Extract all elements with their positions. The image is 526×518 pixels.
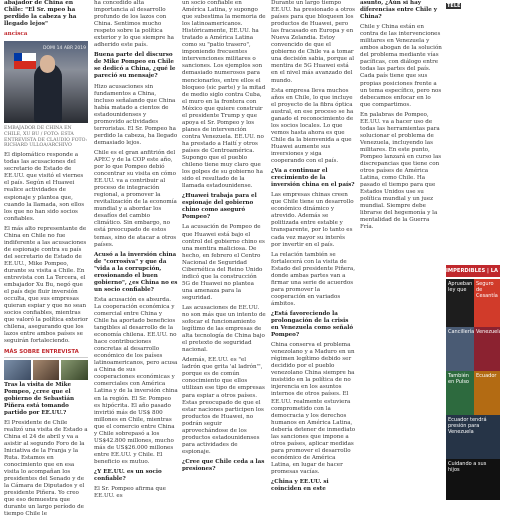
article-title: abajador de China en Chile: "El Sr. mpeo ha perdido la cabeza y ha llegado lejos" [4, 0, 77, 27]
interview-question: ¿Y EE.UU. es un socio confiable? [94, 469, 162, 483]
lead-paragraph: El diplomático responde a todas las acusaciones del secretario de Estado de EE.UU. que visitó el viernes el país. Según el Huawei realice actividades de espionaje y plantea que, cuando la llamada, son ellos los que no han sido socios confiables. [4, 152, 85, 222]
body-paragraph: Chile y China están en contra de las intervenciones militares en Venezuela y ambos abogan de la solución del problema mediante vías pacíficas, con diálogo entre todas las partes del país. Cada país tiene que sus propias posiciones frente a un tema específico, pero nos debecamos enfocar en lo que compartimos. [360, 24, 442, 108]
promo-tile[interactable]: Seguro de Cesantía [474, 279, 500, 327]
body-paragraph: La relación también se fortalecerá con la visita de Estado del presidente Piñera, donde ambas partes van a firmar una serie de acuerdos para promover la cooperación en variados ámbitos. [271, 251, 356, 307]
related-topic[interactable]: ENTREVISTA [41, 348, 79, 355]
interview-question: Tras la visita de Mike Pompeo, ¿cree que el gobierno de Sebastián Piñera está tomando partido por EE.UU.? [4, 381, 75, 416]
interview-question: Acusó a la inversión china de "corrosiva" y que da "vida a la corrupción, erosionando el buen gobierno", ¿es China no es un socio confiable? [94, 251, 178, 293]
article-column-4 [271, 0, 356, 500]
promo-tile[interactable]: Ecuador [474, 371, 500, 415]
related-thumb[interactable] [33, 360, 60, 380]
promo-tile[interactable]: Cancillería [446, 327, 474, 371]
body-paragraph: Durante un largo tiempo EE.UU. ha presionado a otros países para que bloqueen los productos de Huawei, pero las fracasado en Europa y en Nueva Zelandia. Estoy convencido de que el gobierno de Chile va a tomar una decisión sabia, porque al mentira de 5G Huawei está en el nivel más avanzado del mundo. [271, 0, 356, 84]
promo-grid [446, 279, 500, 500]
tele-label[interactable]: TELE [447, 3, 461, 9]
body-paragraph: Además, EE.UU. es "el ladrón que grita 'al ladrón'", porque es de común conocimiento que ellos utilizan ese tipo de empresas para espiar a otros países. Estas preocupado de que el estar naciones participen los productos de Huawei, no podrán seguir aprovechándose de los productos estadounidenses para actividades de espionaje. [182, 357, 265, 455]
body-paragraph: El más alto representante de China en Chile no fue indiferente a las acusaciones de espionaje contra su país del secretario de Estado de EE.UU., Mike Pompeo, durante su visita a Chile. En entrevista con La Tercera, el embajador Xu Bu, negó que el país deje fluir inversión occulta, que sus empresas quieran espiar y que no sean socios confiables, mientras que valoró la política exterior chilena, asegurando que los lazos entre ambos países se seguirán fortaleciendo. [4, 225, 88, 345]
related-label: MÁS SOBRE [4, 348, 40, 355]
body-paragraph: China conserva el problema venezolano y a Maduro en un régimen legítimo debido ser decidido por el pueblo venezolano China siempre ha insistido en la política de no injerencia en los asuntos internos de otros países. El EE.UU. realmente estuviera comprometido con la democracia y los derechos humanos en América Latina, debería detener de inmediato las sanciones que impone a otros países, aplicar medidas para promover el desarrollo económico de América Latina, en lugar de hacer promesas vacías. [271, 342, 356, 475]
interview-question: ¿China y EE.UU. si coinciden en este [271, 479, 329, 493]
related-thumb[interactable] [4, 360, 31, 380]
body-paragraph: un socio confiable en América Latina, y supongo que subestima la memoria de los latinoamericanos. Históricamente, EE.UU. ha tratado a América Latina como su "patio trasero", imponiendo frecuentes intervenciones militares o sanciones. Los ejemplos son demasiado numerosos para mencionarlos, entre ellos el bloqueo (sic parte) y la mitad de medio siglo contra Cuba, el muro en la frontera con México que quiere construir el presidente Trump y que apoya el Sr. Pompeo y los planes de intervención contra Venezuela. EE.UU. no ha prestado a Haití y otros países de Centroamérica. Supongo que el pueblo chileno tiene muy claro que los golpes de su gobierno ha sido el resultado de la llamada estadounidense. [182, 0, 266, 190]
article-column-1 [4, 0, 88, 518]
article-column-5 [360, 0, 442, 500]
body-paragraph: Las empresas chinas creen que Chile tiene un desarrollo económico dinámico y atrevido. Además se politizada entre estable y transparente, por lo tanto es cada vez mayor su interés por invertir en el país. [271, 192, 354, 248]
body-paragraph: Esta empresa lleva muchos años en Chile, lo que incluye el proyecto de la fibra óptica austral, en ese proceso se ha ganado el reconocimiento de los socios locales. Lo que vemos hasta ahora es que Chile da la bienvenida a que Huawei aumente sus inversiones y siga cooperando con el país. [271, 87, 354, 165]
related-thumb[interactable] [61, 360, 88, 380]
chile-flag-icon [14, 53, 36, 69]
imperdibles-label[interactable]: IMPERDIBLES | LA TERCERA [446, 268, 526, 274]
author-tag[interactable]: ancisca [4, 31, 28, 37]
promo-tile[interactable]: Aprueban ley que [446, 279, 474, 327]
body-paragraph: El Sr. Pompeo afirma que EE.UU. es [94, 486, 166, 500]
photo-caption: EMBAJADOR DE CHINA EN CHILE, XU BU / FOTO: ESTA ENTREVISTA DE CLAUDIO FOTO: RICHARD ULLOA/ARCHIVO [4, 126, 88, 149]
related-thumbnails [4, 360, 88, 380]
body-paragraph: El Presidente de Chile realizó una visita de Estado a China el 24 de abril y va a asistir al segundo Foro de la Iniciativa de la Franja y la Ruta. Estamos en conocimiento que en esa visita lo acompañan los presidentes del Senado y de la Cámara de Diputados y el presidente Piñera. Yo creo que eso demuestra que durante un largo período de tiempo Chile le [4, 419, 88, 518]
body-paragraph: Las acusaciones de EE.UU. no son más que un intento de sofocar el funcionamiento legítimo de las empresas de alta tecnología de China bajo el pretexto de seguridad nacional. [182, 304, 266, 354]
related-section-header [4, 349, 88, 358]
interview-question: Buena parte del discurso de Mike Pompeo en Chile se dedicó a China, ¿qué le pareció su mensaje? [94, 52, 176, 80]
body-paragraph: La acusación de Pompeo de que Huawei está bajo el control del gobierno chino es una mentira maliciosa. De hecho, en febrero el Centro Nacional de Seguridad Cibernética del Reino Unido indicó que la construcción 5G de Huawei no plantea una amenaza para la seguridad. [182, 224, 265, 301]
body-paragraph: ha concedido alta importancia al desarrollo profundo de los lazos con China. Sentimos mucho respeto sobre la política exterior y lo que siempre ha adherido este país. [94, 0, 175, 49]
body-paragraph: En palabras de Pompeo, EE.UU. va a hacer uso de todas las herramientas para solucionar el problema de Venezuela, incluyendo las militares. En este punto, Pompeo lanzará en curso las discrepancias que tiene con otros países de América Latina, como Chile. Ha pasado el tiempo para que Estados Unidos use su política mundial y un juez mundial. Siempre debe librarse del hegemonía y la mentalidad de la Guerra Fría. [360, 111, 442, 231]
article-column-2 [94, 0, 178, 500]
body-paragraph: Esta acusación es absurda. La cooperación económica y comercial entre China y Chile ha aportado beneficios tangibles al desarrollo de la economía chilena. EE.UU. no hace contribuciones concretas al desarrollo económico de los países latinoamericanos, pero acusa a China de sus cooperaciones económicas y comerciales con América Latina y de la inversión china en la región. El Sr. Pompeo es hipócrita. El año pasado invirtió más de US$ 800 millones en Chile, mientras que el comercio entre China y Chile sobrepasó a los US$42.800 millones, mucho más de US$26.000 millones entre EE.UU. y Chile. El beneficio es mutuo. [94, 296, 178, 465]
interview-question: asunto, ¿Aún si hay diferencias entre Chile y China? [360, 0, 438, 21]
article-column-3 [182, 0, 266, 500]
interview-question: ¿Huawei trabaja para el espionaje del gobierno chino como aseguró Pompeo? [182, 193, 257, 221]
promo-tile[interactable]: Ecuador tendrá presión para Venezuela [446, 415, 500, 459]
interview-question: ¿Va a continuar el crecimiento de la inversión china en el país? [271, 168, 355, 189]
imperdibles-nav-bar[interactable] [446, 265, 526, 277]
interview-question: ¿Está favoreciendo la prolongación de la crisis en Venezuela como señaló Pompeo? [271, 310, 354, 339]
promo-tile[interactable]: También en Pulso [446, 371, 474, 415]
article-photo [4, 41, 88, 123]
photo-date: DOMI 14 ABR 2019 [43, 46, 86, 52]
ambassador-head [40, 55, 55, 73]
promo-tile[interactable]: Cuidando a sus hijos [446, 459, 500, 500]
promo-tile[interactable]: Venezuela [474, 327, 500, 371]
body-paragraph: Chile es el gran anfitrión del APEC y de la COP este año, por lo que Pompeo debió concentrar su visita en cómo EE.UU. va a contribuir al proceso de integración regional, a promover la revitalización de la economía mundial y a abordar los desafíos del cambio climático. Sin embargo, no está preocupado de estos temas, sino de atacar a otros países. [94, 149, 177, 248]
interview-question: ¿Cree que Chile ceda a las presiones? [182, 458, 265, 472]
body-paragraph: Hizo acusaciones sin fundamentos a China, incluso señalando que China había matado a cientos de estadounidenses y promovido actividades terroristas. El Sr. Pompeo ha perdido la cabeza, ha llegado demasiado lejos. [94, 83, 178, 146]
